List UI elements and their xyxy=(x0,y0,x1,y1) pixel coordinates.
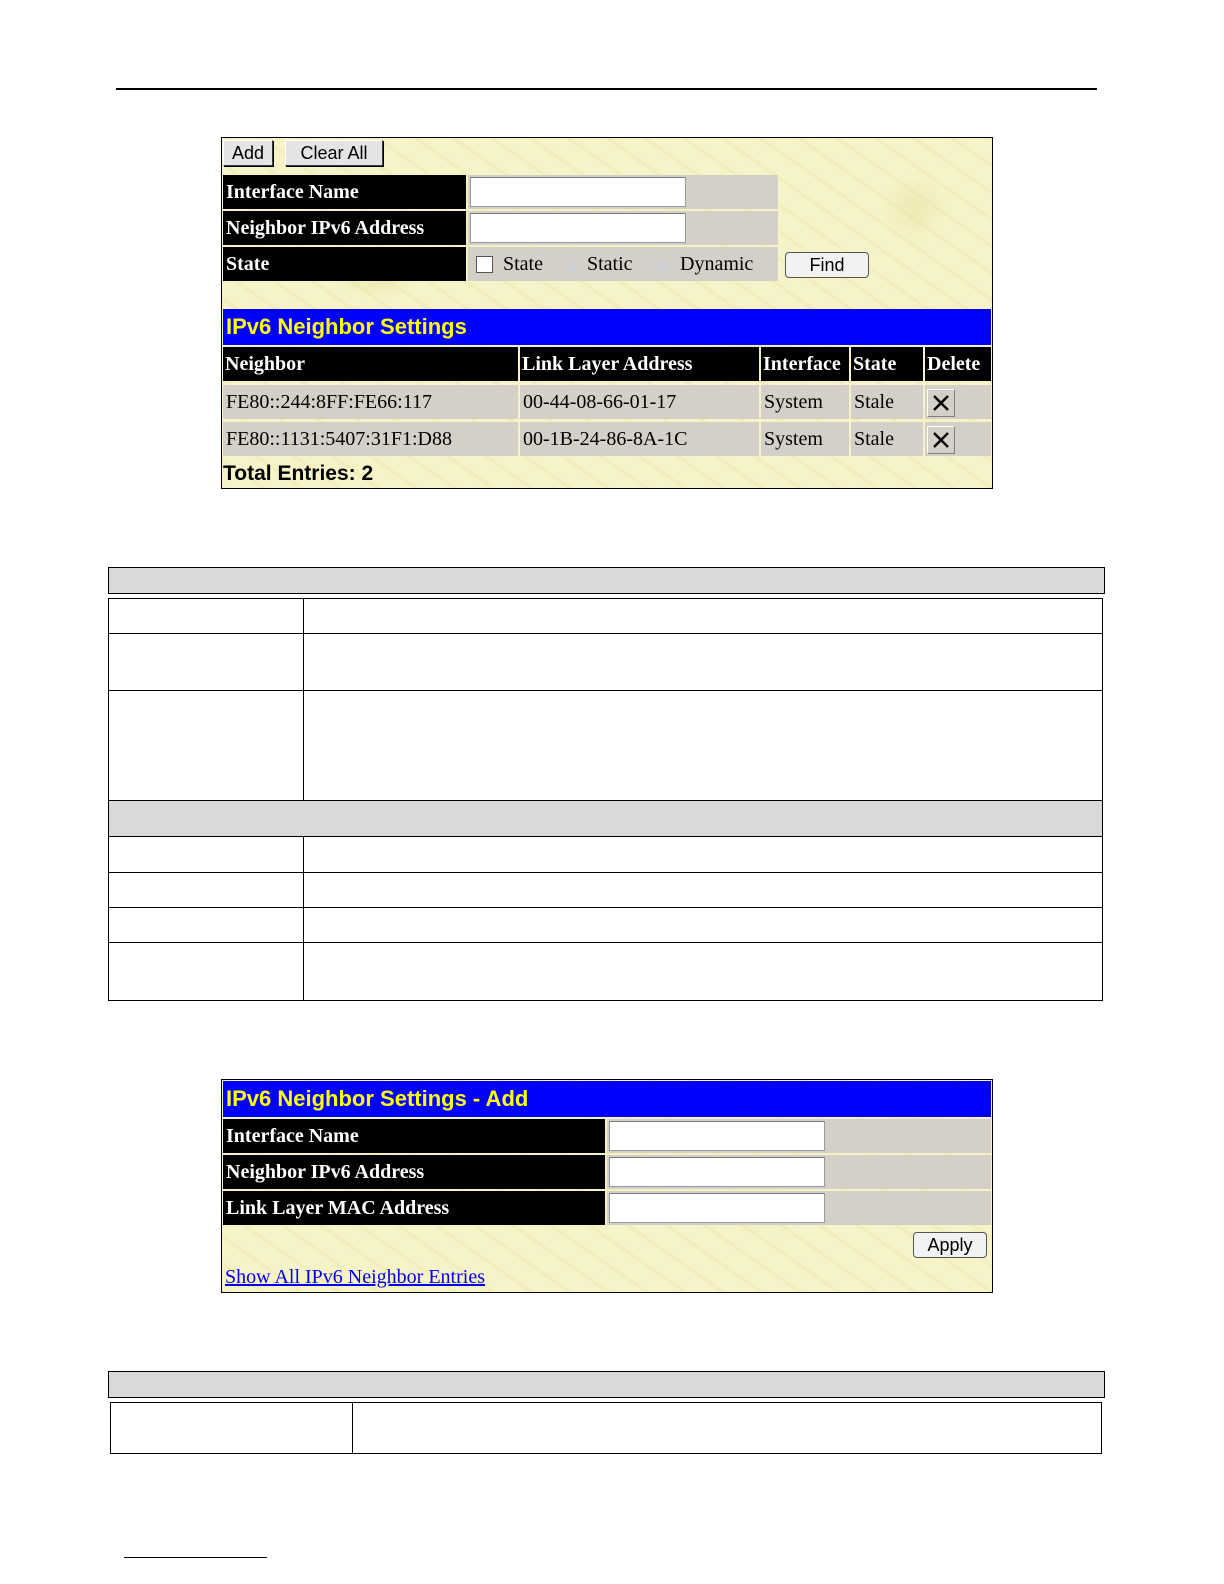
ipv6-neighbor-add-title: IPv6 Neighbor Settings - Add xyxy=(223,1081,991,1117)
parameter-table-1-subheader xyxy=(109,801,1102,836)
table-row-1-neighbor: FE80::244:8FF:FE66:117 xyxy=(223,385,518,419)
table-row-2-neighbor: FE80::1131:5407:31F1:D88 xyxy=(223,422,518,456)
add-neighbor-ipv6-input[interactable] xyxy=(609,1157,825,1187)
parameter-table-2-body xyxy=(110,1402,1102,1454)
table-row-1-interface: System xyxy=(761,385,849,419)
table-row-2-state: Stale xyxy=(851,422,923,456)
dynamic-radio-label: Dynamic xyxy=(680,253,754,275)
table-row-2-interface: System xyxy=(761,422,849,456)
dynamic-radio-icon[interactable] xyxy=(656,259,670,273)
add-link-layer-mac-label: Link Layer MAC Address xyxy=(223,1191,605,1225)
add-link-layer-mac-input[interactable] xyxy=(609,1193,825,1223)
interface-name-input[interactable] xyxy=(470,177,686,207)
ipv6-neighbor-settings-panel xyxy=(221,137,993,489)
parameter-table-1-header xyxy=(108,567,1105,594)
total-entries: Total Entries: 2 xyxy=(223,462,374,485)
find-button[interactable]: Find xyxy=(785,252,869,278)
neighbor-ipv6-label: Neighbor IPv6 Address xyxy=(223,211,466,245)
table-row-1-link-layer: 00-44-08-66-01-17 xyxy=(520,385,759,419)
col-header-delete: Delete xyxy=(925,347,991,381)
footnote-rule xyxy=(124,1557,267,1558)
close-x-icon xyxy=(928,390,954,416)
delete-row-1-button[interactable] xyxy=(927,389,955,417)
add-interface-name-label: Interface Name xyxy=(223,1119,605,1153)
col-header-link-layer-address: Link Layer Address xyxy=(520,347,759,381)
apply-button[interactable]: Apply xyxy=(913,1232,987,1258)
close-x-icon xyxy=(928,427,954,453)
table-row-2-link-layer: 00-1B-24-86-8A-1C xyxy=(520,422,759,456)
ipv6-neighbor-settings-title: IPv6 Neighbor Settings xyxy=(223,309,991,345)
table-row-1-state: Stale xyxy=(851,385,923,419)
state-checkbox-icon[interactable] xyxy=(476,256,493,273)
neighbor-ipv6-input[interactable] xyxy=(470,213,686,243)
add-interface-name-input[interactable] xyxy=(609,1121,825,1151)
add-neighbor-ipv6-label: Neighbor IPv6 Address xyxy=(223,1155,605,1189)
add-button[interactable]: Add xyxy=(223,140,273,166)
top-rule xyxy=(116,88,1097,90)
static-radio-label: Static xyxy=(587,253,633,275)
state-checkbox-label: State xyxy=(503,253,543,275)
static-radio-icon[interactable] xyxy=(563,259,577,273)
parameter-table-2-header xyxy=(108,1371,1105,1398)
state-label: State xyxy=(223,247,466,281)
col-header-interface: Interface xyxy=(761,347,849,381)
delete-row-2-button[interactable] xyxy=(927,426,955,454)
ipv6-neighbor-settings-add-panel xyxy=(221,1079,993,1293)
show-all-ipv6-neighbor-entries-link[interactable]: Show All IPv6 Neighbor Entries xyxy=(225,1266,485,1288)
col-header-neighbor: Neighbor xyxy=(223,347,518,381)
clear-all-button[interactable]: Clear All xyxy=(285,140,383,166)
interface-name-label: Interface Name xyxy=(223,175,466,209)
col-header-state: State xyxy=(851,347,923,381)
